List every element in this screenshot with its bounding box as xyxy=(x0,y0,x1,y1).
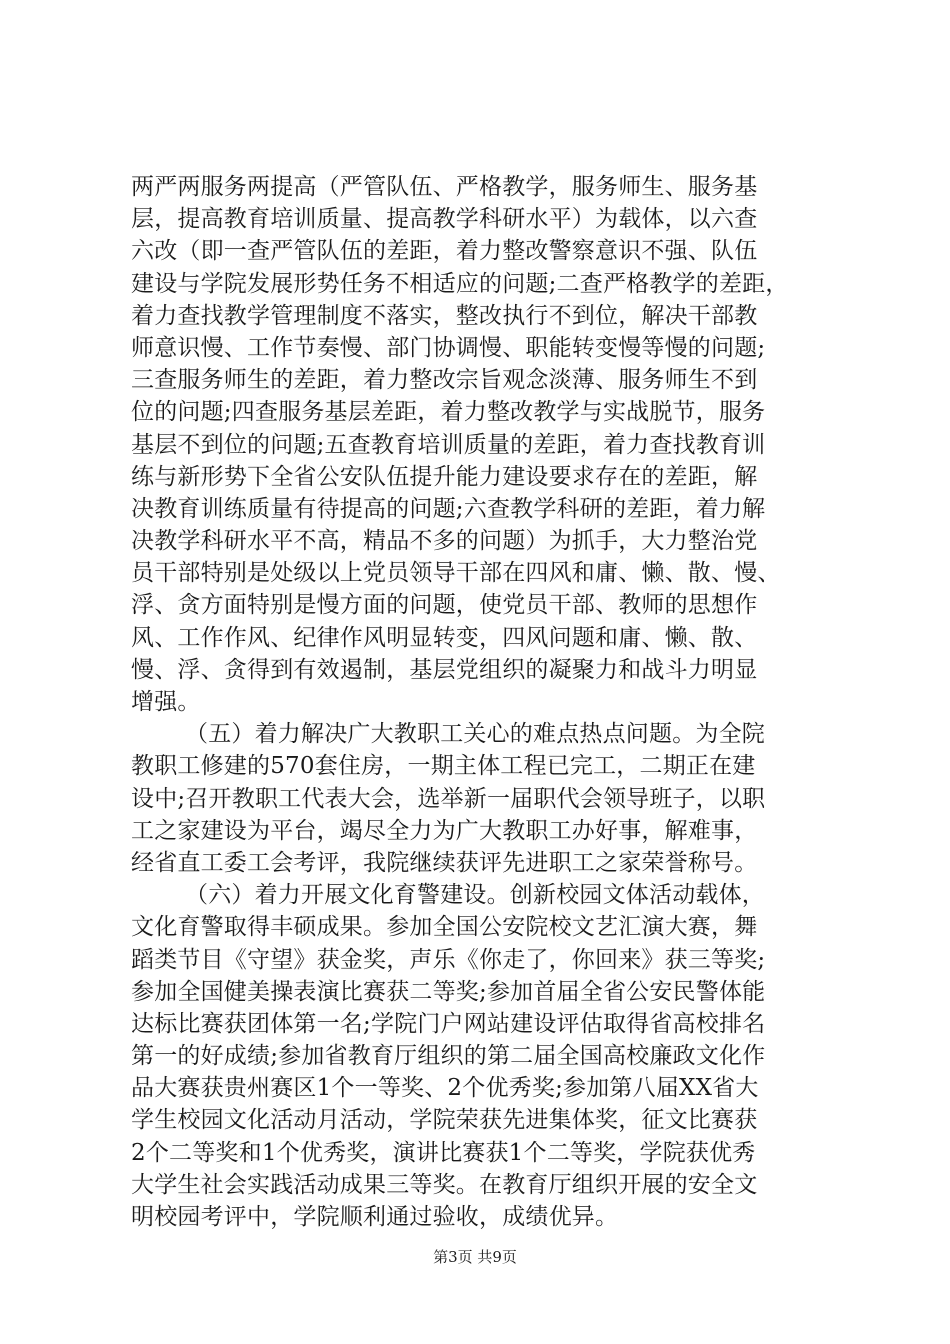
text-line: 设中;召开教职工代表大会，选举新一届职代会领导班子，以职 xyxy=(131,785,766,812)
text-line: 层，提高教育培训质量、提高教学科研水平）为载体，以六查 xyxy=(131,206,758,233)
text-line: 基层不到位的问题;五查教育培训质量的差距，着力查找教育训 xyxy=(131,431,766,458)
text-line: 工之家建设为平台，竭尽全力为广大教职工办好事，解难事， xyxy=(131,817,758,844)
text-line: 决教学科研水平不高，精品不多的问题）为抓手，大力整治党 xyxy=(131,528,758,555)
text-line: 经省直工委工会考评，我院继续获评先进职工之家荣誉称号。 xyxy=(131,849,758,876)
text-line: 学生校园文化活动月活动，学院荣获先进集体奖，征文比赛获 xyxy=(131,1107,758,1134)
text-line: 蹈类节目《守望》获金奖，声乐《你走了，你回来》获三等奖; xyxy=(131,946,766,973)
text-line: 品大赛获贵州赛区1个一等奖、2个优秀奖;参加第八届XX省大 xyxy=(131,1075,759,1102)
text-line: 六改（即一查严管队伍的差距，着力整改警察意识不强、队伍 xyxy=(131,238,758,265)
text-line: 教职工修建的570套住房，一期主体工程已完工，二期正在建 xyxy=(131,753,756,780)
body-text xyxy=(131,171,831,1233)
section-heading-line: （六）着力开展文化育警建设。创新校园文体活动载体， xyxy=(185,882,765,909)
section-heading-line: （五）着力解决广大教职工关心的难点热点问题。为全院 xyxy=(185,721,765,748)
text-line: 达标比赛获团体第一名;学院门户网站建设评估取得省高校排名 xyxy=(131,1010,766,1037)
text-line: 慢、浮、贪得到有效遏制，基层党组织的凝聚力和战斗力明显 xyxy=(131,656,758,683)
text-line: 着力查找教学管理制度不落实，整改执行不到位，解决干部教 xyxy=(131,302,758,329)
text-line: 两严两服务两提高（严管队伍、严格教学，服务师生、服务基 xyxy=(131,174,758,200)
text-line: 明校园考评中，学院顺利通过验收，成绩优异。 xyxy=(131,1204,619,1230)
text-line: 建设与学院发展形势任务不相适应的问题;二查严格教学的差距， xyxy=(131,270,789,297)
text-line: 员干部特别是处级以上党员领导干部在四风和庸、懒、散、慢、 xyxy=(131,560,781,587)
text-line: 位的问题;四查服务基层差距，着力整改教学与实战脱节，服务 xyxy=(131,399,766,426)
text-line: 练与新形势下全省公安队伍提升能力建设要求存在的差距，解 xyxy=(131,463,758,490)
text-line: 浮、贪方面特别是慢方面的问题，使党员干部、教师的思想作 xyxy=(131,592,758,619)
text-line: 增强。 xyxy=(131,689,201,715)
text-line: 文化育警取得丰硕成果。参加全国公安院校文艺汇演大赛，舞 xyxy=(131,914,758,941)
text-line: 师意识慢、工作节奏慢、部门协调慢、职能转变慢等慢的问题; xyxy=(131,334,766,361)
text-line: 三查服务师生的差距，着力整改宗旨观念淡薄、服务师生不到 xyxy=(131,367,758,394)
page-number-footer: 第3页 共9页 xyxy=(433,1248,517,1266)
text-line: 风、工作作风、纪律作风明显转变，四风问题和庸、懒、散、 xyxy=(131,624,758,651)
text-line: 2个二等奖和1个优秀奖，演讲比赛获1个二等奖，学院获优秀 xyxy=(131,1139,756,1166)
text-line: 大学生社会实践活动成果三等奖。在教育厅组织开展的安全文 xyxy=(131,1171,758,1198)
text-line: 第一的好成绩;参加省教育厅组织的第二届全国高校廉政文化作 xyxy=(131,1043,766,1070)
text-line: 决教育训练质量有待提高的问题;六查教学科研的差距，着力解 xyxy=(131,495,766,522)
text-line: 参加全国健美操表演比赛获二等奖;参加首届全省公安民警体能 xyxy=(131,978,766,1005)
